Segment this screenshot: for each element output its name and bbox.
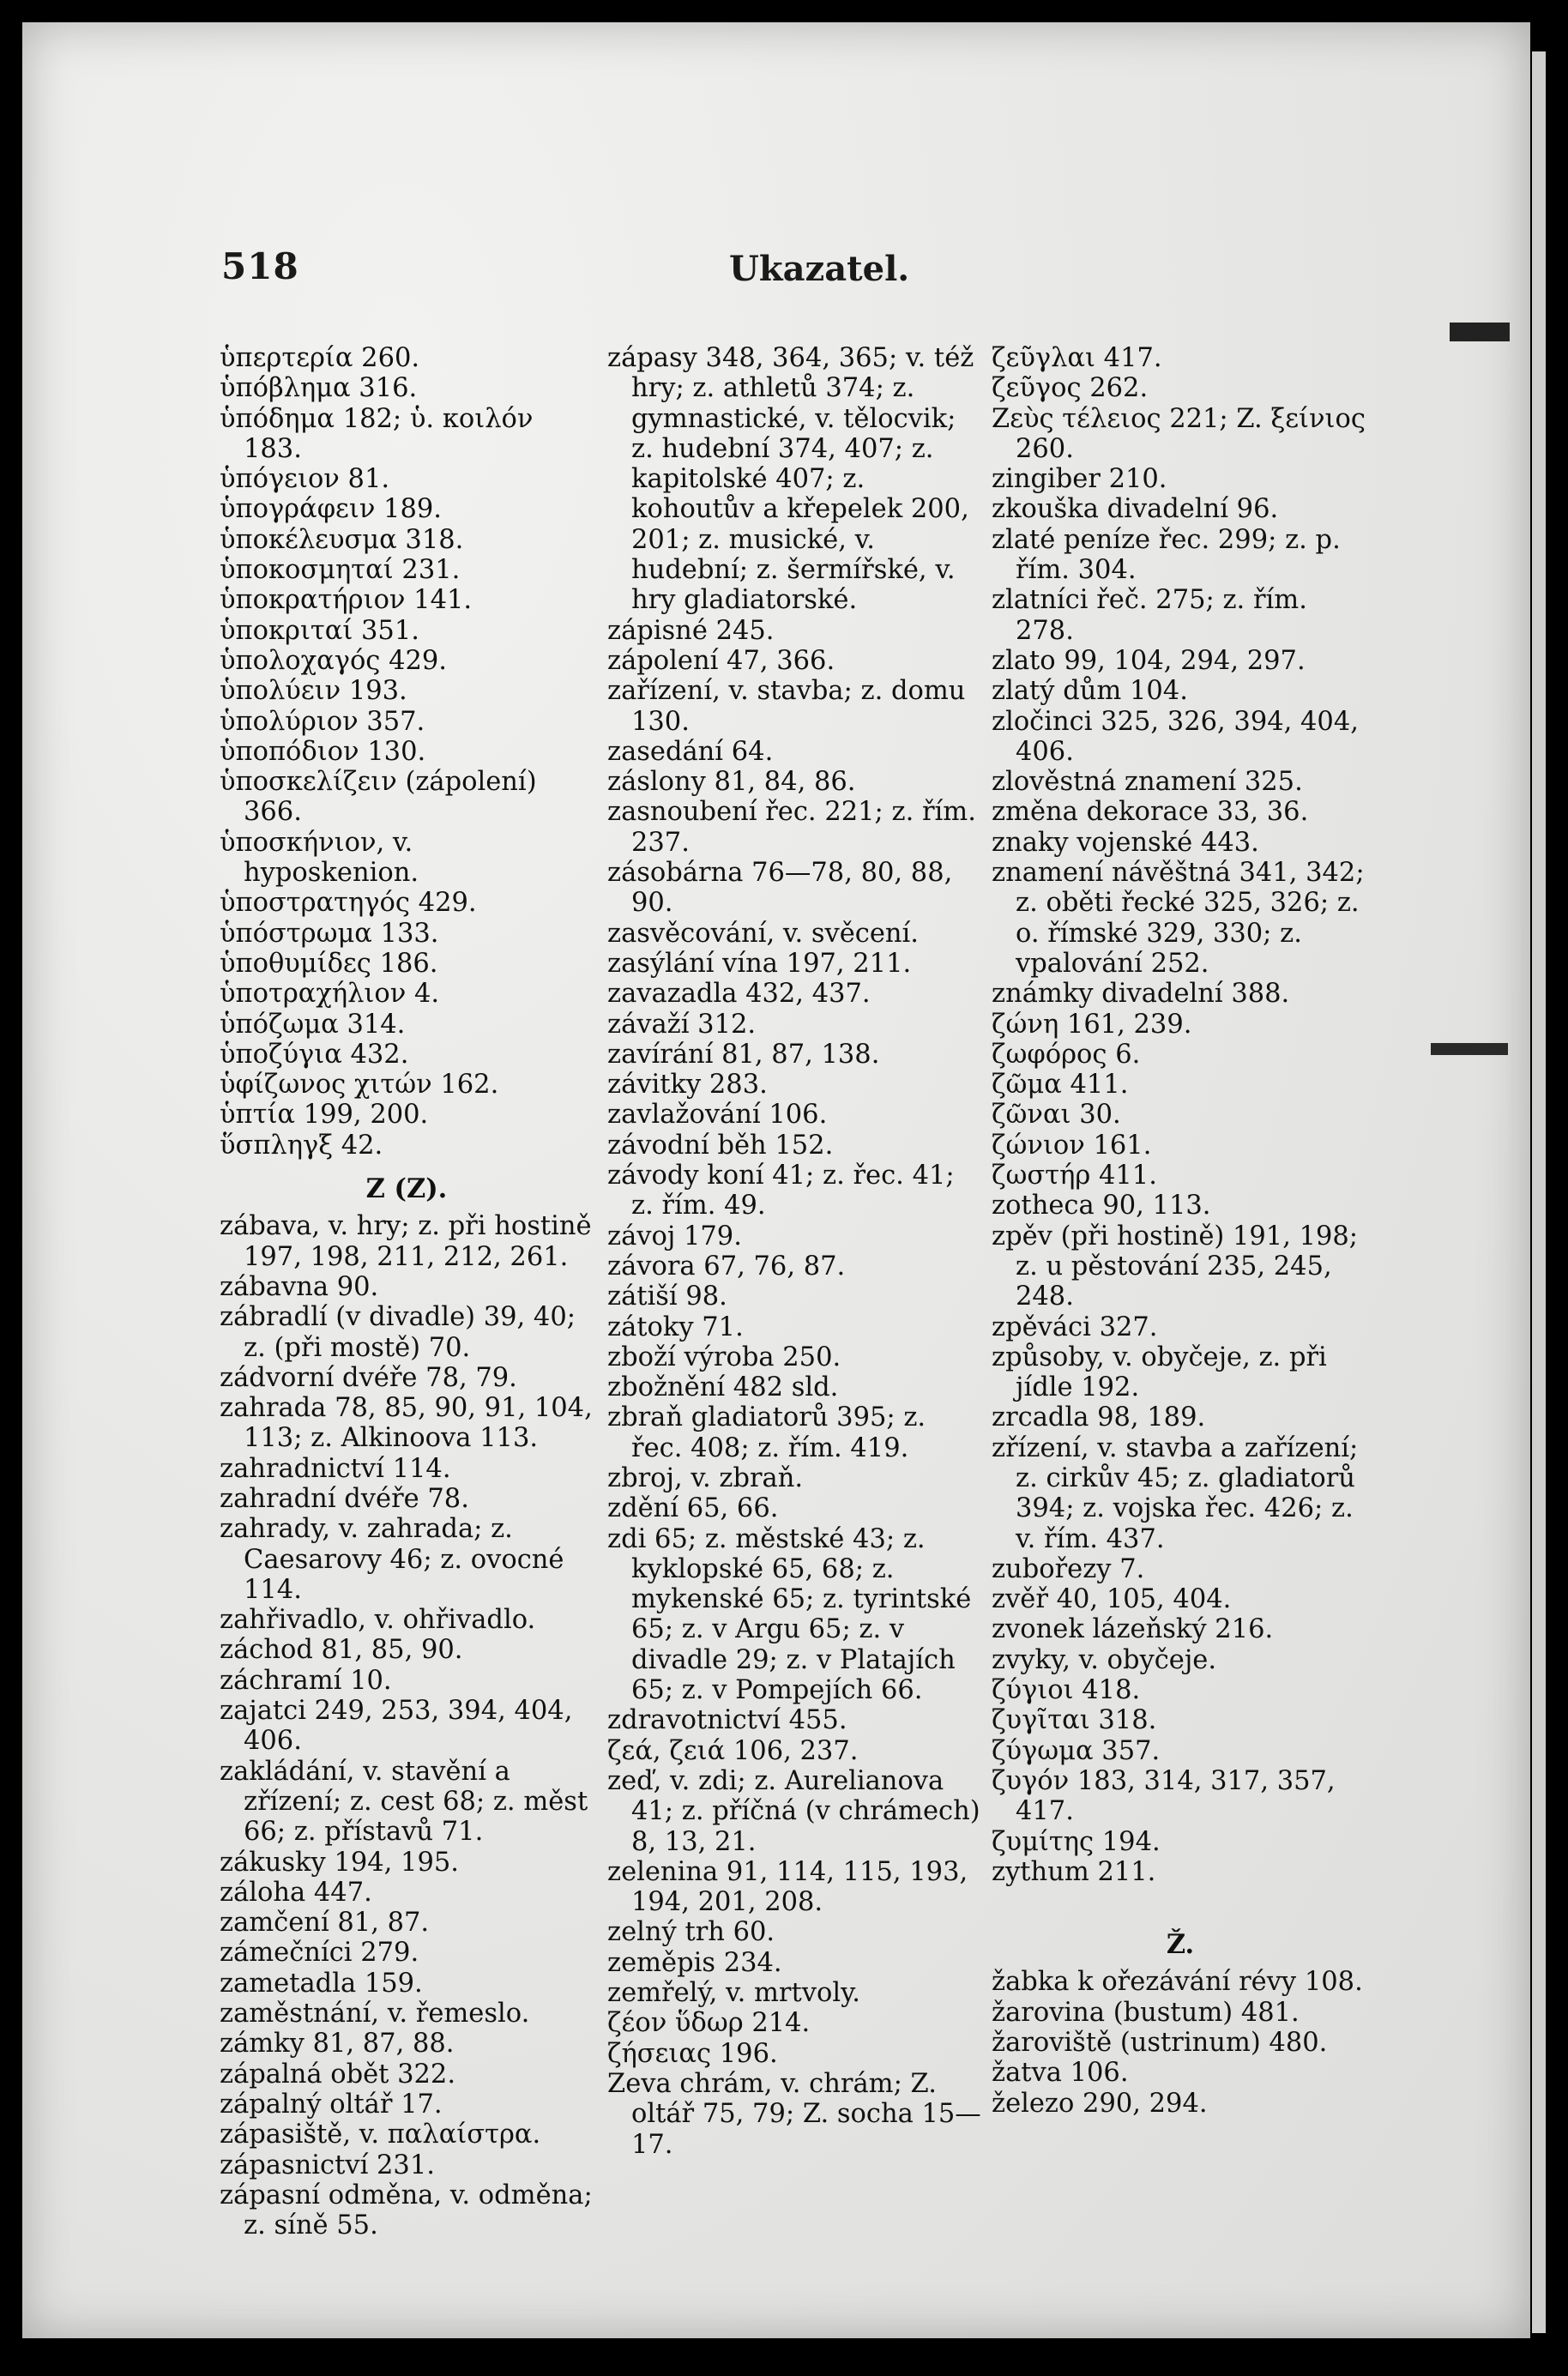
index-entry: zrcadla 98, 189. [992,1402,1206,1433]
index-entry: ὑπολοχαγός 429. [220,645,447,676]
index-entry: zdi 65; z. městské 43; z. kyklopské 65, 68; z. mykenské 65; z. tyrintské 65; z. v Argu 65; z. v divadle 29; z. v Platajích 65; z. v Pompejích 66. [607,1523,972,1706]
index-entry: závoj 179. [607,1221,742,1251]
index-entry: ζῶναι 30. [992,1100,1121,1131]
index-entry: způsoby, v. obyčeje, z. při jídle 192. [992,1342,1327,1403]
page-edge [1532,51,1546,2333]
index-entry: závitky 283. [607,1070,768,1101]
index-entry: ζεῦγλαι 417. [992,343,1162,373]
index-entry: ὑποκρατήριον 141. [220,585,473,616]
index-entry: ὑπερτερία 260. [220,343,420,373]
index-entry: ὑποκοσμηταί 231. [220,555,461,586]
index-entry: ὑποκέλευσμα 318. [220,524,464,555]
index-entry: zařízení, v. stavba; z. domu 130. [607,676,966,737]
index-entry: zasvěcování, v. svěcení. [607,918,919,949]
index-entry: ὑποζύγια 432. [220,1039,409,1070]
index-entry: záloha 447. [220,1877,372,1908]
index-entry: ζήσειας 196. [607,2038,778,2069]
index-entry: závody koní 41; z. řec. 41; z. řím. 49. [607,1161,955,1221]
index-entry: závodní běh 152. [607,1130,834,1161]
index-entry: ὑπόδημα 182; ὑ. κοιλόν 183. [220,403,534,464]
index-entry: ὑποστρατηγός 429. [220,888,477,919]
index-entry: zakládání, v. stavění a zřízení; z. cest 68; z. měst 66; z. přístavů 71. [220,1756,588,1848]
index-entry: zámečníci 279. [220,1938,419,1969]
index-entry: zajatci 249, 253, 394, 404, 406. [220,1696,573,1757]
index-entry: zubořezy 7. [992,1553,1145,1584]
index-entry: ὑπογράφειν 189. [220,494,442,525]
index-entry: zelný trh 60. [607,1917,775,1948]
index-entry: ζύγιοι 418. [992,1675,1141,1706]
index-entry: zlatý dům 104. [992,676,1188,707]
index-entry: ζυγόν 183, 314, 317, 357, 417. [992,1765,1336,1827]
index-entry: ὑπόζωμα 314. [220,1009,406,1040]
index-entry: zamčení 81, 87. [220,1908,430,1939]
index-entry: zápasy 348, 364, 365; v. též hry; z. athletů 374; z. gymnastické, v. tělocvik; z. hudební 374, 407; z. kapitolské 407; z. kohoutův a křepelek 200, 201; z. musické, v. hudební; z. šermířské, v. hry gladiatorské. [607,343,974,616]
index-entry: zábavna 90. [220,1271,379,1302]
index-entry: ὑποτραχήλιον 4. [220,979,440,1010]
index-entry: známky divadelní 388. [992,979,1290,1010]
index-entry: ζωστήρ 411. [992,1161,1157,1191]
index-entry: zelenina 91, 114, 115, 193, 194, 201, 208. [607,1856,968,1918]
page-number: 518 [221,245,299,287]
margin-mark [1431,1043,1508,1055]
index-entry: zbožnění 482 sld. [607,1372,839,1403]
index-entry: zlatníci řeč. 275; z. řím. 278. [992,585,1307,646]
index-entry: znamení návěštná 341, 342; z. oběti řecké 325, 326; z. o. římské 329, 330; z. vpalování 252. [992,858,1365,979]
index-entry: závora 67, 76, 87. [607,1251,846,1281]
index-entry: zaměstnání, v. řemeslo. [220,1999,530,2029]
index-entry: ὑποπόδιον 130. [220,736,426,767]
index-entry: ὑπόβλημα 316. [220,373,418,404]
index-entry: železo 290, 294. [992,2088,1208,2119]
index-entry: zdění 65, 66. [607,1493,779,1524]
index-entry: žabka k ořezávání révy 108. [992,1967,1363,1998]
index-entry: ζυμίτης 194. [992,1826,1161,1857]
section-heading: Ž. [1166,1929,1195,1961]
index-entry: ζέον ὕδωρ 214. [607,2008,811,2039]
index-entry: zámky 81, 87, 88. [220,2029,455,2059]
index-entry: ὑπτία 199, 200. [220,1100,429,1131]
index-entry: zbroj, v. zbraň. [607,1462,804,1493]
index-entry: záslony 81, 84, 86. [607,767,856,798]
index-entry: zahradní dvéře 78. [220,1483,469,1514]
index-entry: zákusky 194, 195. [220,1847,459,1878]
index-entry: zápasiště, v. παλαίστρα. [220,2120,541,2150]
index-entry: zbraň gladiatorů 395; z. řec. 408; z. řím. 419. [607,1402,926,1463]
index-entry: zábava, v. hry; z. při hostině 197, 198, 211, 212, 261. [220,1211,592,1272]
index-entry: zpěváci 327. [992,1312,1158,1342]
running-title: Ukazatel. [729,249,910,289]
index-entry: zeměpis 234. [607,1947,782,1978]
index-entry: zasýlání vína 197, 211. [607,948,912,979]
index-entry: závaží 312. [607,1009,757,1040]
index-entry: zahradnictví 114. [220,1453,451,1484]
index-entry: zločinci 325, 326, 394, 404, 406. [992,706,1359,767]
index-entry: zdravotnictví 455. [607,1705,847,1736]
index-entry: zlověstná znamení 325. [992,767,1303,798]
index-entry: žarovina (bustum) 481. [992,1997,1300,2028]
index-entry: ζωφόρος 6. [992,1039,1141,1070]
index-entry: zotheca 90, 113. [992,1191,1211,1221]
index-entry: zápalný oltář 17. [220,2089,443,2120]
index-entry: záchod 81, 85, 90. [220,1635,463,1666]
index-entry: ὑποσκήνιον, v. hyposkenion. [220,827,419,889]
index-entry: znaky vojenské 443. [992,827,1259,858]
index-entry: zápasní odměna, v. odměna; z. síně 55. [220,2180,593,2241]
index-entry: zahrady, v. zahrada; z. Caesarovy 46; z. ovocné 114. [220,1514,564,1605]
index-column-3 [992,343,1369,2119]
index-entry: změna dekorace 33, 36. [992,797,1309,828]
index-entry: ζεῦγος 262. [992,373,1149,404]
index-entry: zásobárna 76—78, 80, 88, 90. [607,858,953,919]
index-entry: zeď, v. zdi; z. Aurelianova 41; z. příčná (v chrámech) 8, 13, 21. [607,1765,980,1857]
index-entry: ὕσπληγξ 42. [220,1130,383,1161]
index-entry: zápisné 245. [607,615,775,646]
index-entry: ζεά, ζειά 106, 237. [607,1735,859,1766]
index-entry: zavlažování 106. [607,1100,828,1131]
index-entry: ὑφίζωνος χιτών 162. [220,1070,499,1101]
index-entry: zlaté peníze řec. 299; z. p. řím. 304. [992,524,1341,586]
index-entry: zvyky, v. obyčeje. [992,1644,1217,1675]
index-entry: zápasnictví 231. [220,2150,435,2180]
index-entry: zboží výroba 250. [607,1342,841,1372]
index-entry: ὑποθυμίδες 186. [220,948,438,979]
index-entry: Zeva chrám, v. chrám; Z. oltář 75, 79; Z. socha 15—17. [607,2068,981,2160]
index-entry: žaroviště (ustrinum) 480. [992,2028,1328,2059]
index-entry: zátoky 71. [607,1312,744,1342]
index-entry: ὑποσκελίζειν (zápolení) 366. [220,767,537,828]
index-entry: zpěv (při hostině) 191, 198; z. u pěstování 235, 245, 248. [992,1221,1359,1312]
index-entry: zábradlí (v divadle) 39, 40; z. (při mostě) 70. [220,1302,576,1363]
index-entry: žatva 106. [992,2058,1129,2089]
index-entry: ὑπολύειν 193. [220,676,407,707]
index-entry: zřízení, v. stavba a zařízení; z. cirkův 45; z. gladiatorů 394; z. vojska řec. 426; z. v. řím. 437. [992,1432,1359,1554]
index-entry: zápalná obět 322. [220,2059,456,2090]
index-entry: ζώνη 161, 239. [992,1009,1192,1040]
index-entry: zingiber 210. [992,464,1167,495]
index-entry: ζῶμα 411. [992,1070,1129,1101]
index-column-1 [220,343,594,2240]
index-entry: ὑπολύριον 357. [220,706,425,737]
margin-mark [1450,323,1510,341]
index-entry: zlato 99, 104, 294, 297. [992,645,1306,676]
index-entry: zádvorní dvéře 78, 79. [220,1362,517,1393]
index-entry: ὑπόγειον 81. [220,464,390,495]
index-entry: zythum 211. [992,1856,1156,1887]
index-entry: zahrada 78, 85, 90, 91, 104, 113; z. Alkinoova 113. [220,1393,593,1454]
index-entry: zemřelý, v. mrtvoly. [607,1978,860,2009]
index-entry: zvonek lázeňský 216. [992,1614,1274,1645]
index-entry: zasnoubení řec. 221; z. řím. 237. [607,797,976,858]
index-entry: zvěř 40, 105, 404. [992,1584,1232,1615]
index-entry: zasedání 64. [607,736,774,767]
index-column-2 [607,343,981,2160]
index-entry: zavírání 81, 87, 138. [607,1039,880,1070]
index-entry: zkouška divadelní 96. [992,494,1279,525]
index-entry: ζυγῖται 318. [992,1705,1157,1736]
index-entry: zametadla 159. [220,1968,423,1999]
index-entry: zavazadla 432, 437. [607,979,871,1010]
index-entry: ζύγωμα 357. [992,1735,1161,1766]
index-entry: zahřivadlo, v. ohřivadlo. [220,1605,536,1636]
index-entry: Ζεὺς τέλειος 221; Z. ξείνιος 260. [992,403,1366,464]
index-entry: zápolení 47, 366. [607,645,835,676]
index-entry: ζώνιον 161. [992,1130,1152,1161]
index-entry: záchramí 10. [220,1665,392,1696]
index-entry: ὑπόστρωμα 133. [220,918,439,949]
index-entry: ὑποκριταί 351. [220,615,419,646]
section-heading: Z (Z). [365,1173,448,1205]
index-entry: zátiší 98. [607,1281,727,1312]
